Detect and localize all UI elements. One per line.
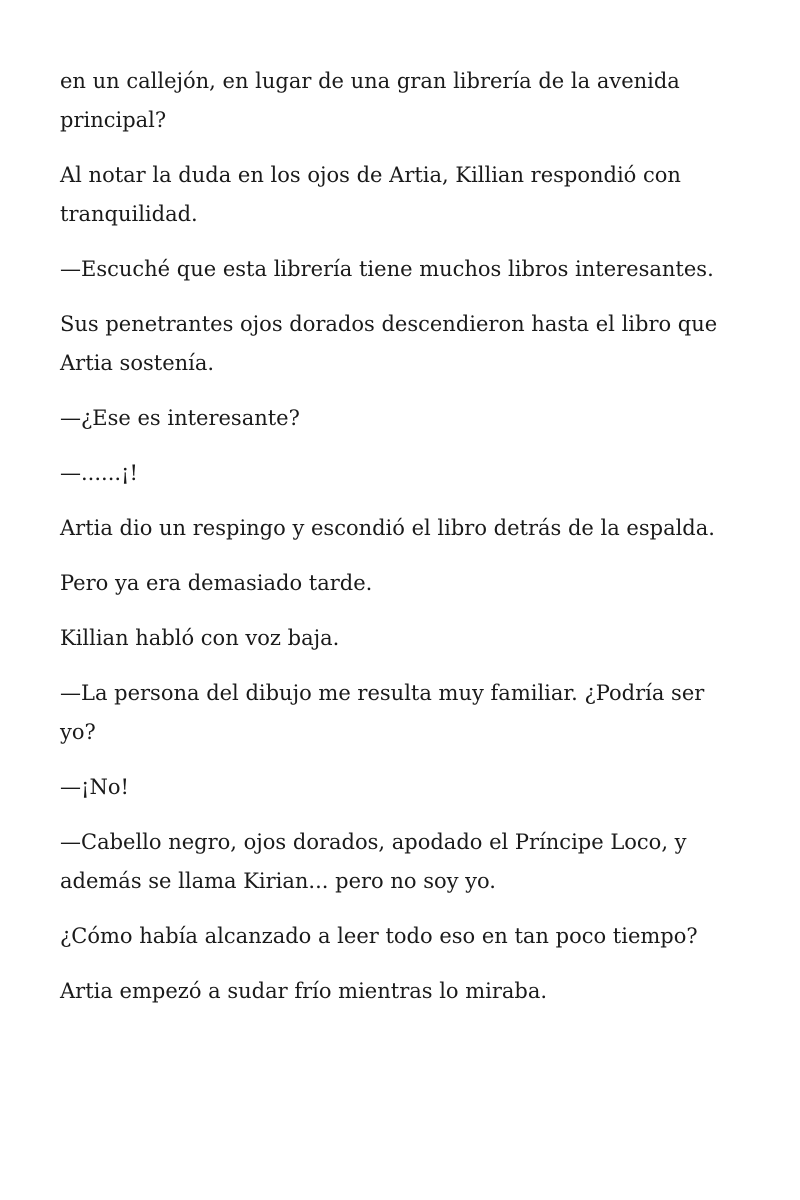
paragraph: —Cabello negro, ojos dorados, apodado el Príncipe Loco, y además se llama Kirian... pero no soy yo. [60, 830, 687, 893]
paragraph: Pero ya era demasiado tarde. [60, 571, 373, 595]
paragraph: Al notar la duda en los ojos de Artia, Killian respondió con tranquilidad. [60, 163, 681, 226]
paragraph: Sus penetrantes ojos dorados descendieron hasta el libro que Artia sostenía. [60, 312, 718, 375]
paragraph: en un callejón, en lugar de una gran librería de la avenida principal? [60, 69, 680, 132]
paragraph: Artia dio un respingo y escondió el libro detrás de la espalda. [60, 516, 715, 540]
paragraph: Artia empezó a sudar frío mientras lo miraba. [60, 979, 548, 1003]
paragraph: —¿Ese es interesante? [60, 406, 300, 430]
paragraph: —La persona del dibujo me resulta muy familiar. ¿Podría ser yo? [60, 681, 705, 744]
paragraph: Killian habló con voz baja. [60, 626, 340, 650]
paragraph: —......¡! [60, 461, 138, 485]
paragraph: ¿Cómo había alcanzado a leer todo eso en tan poco tiempo? [60, 924, 698, 948]
paragraph: —¡No! [60, 775, 129, 799]
text-body [60, 62, 740, 1011]
paragraph: —Escuché que esta librería tiene muchos libros interesantes. [60, 257, 714, 281]
